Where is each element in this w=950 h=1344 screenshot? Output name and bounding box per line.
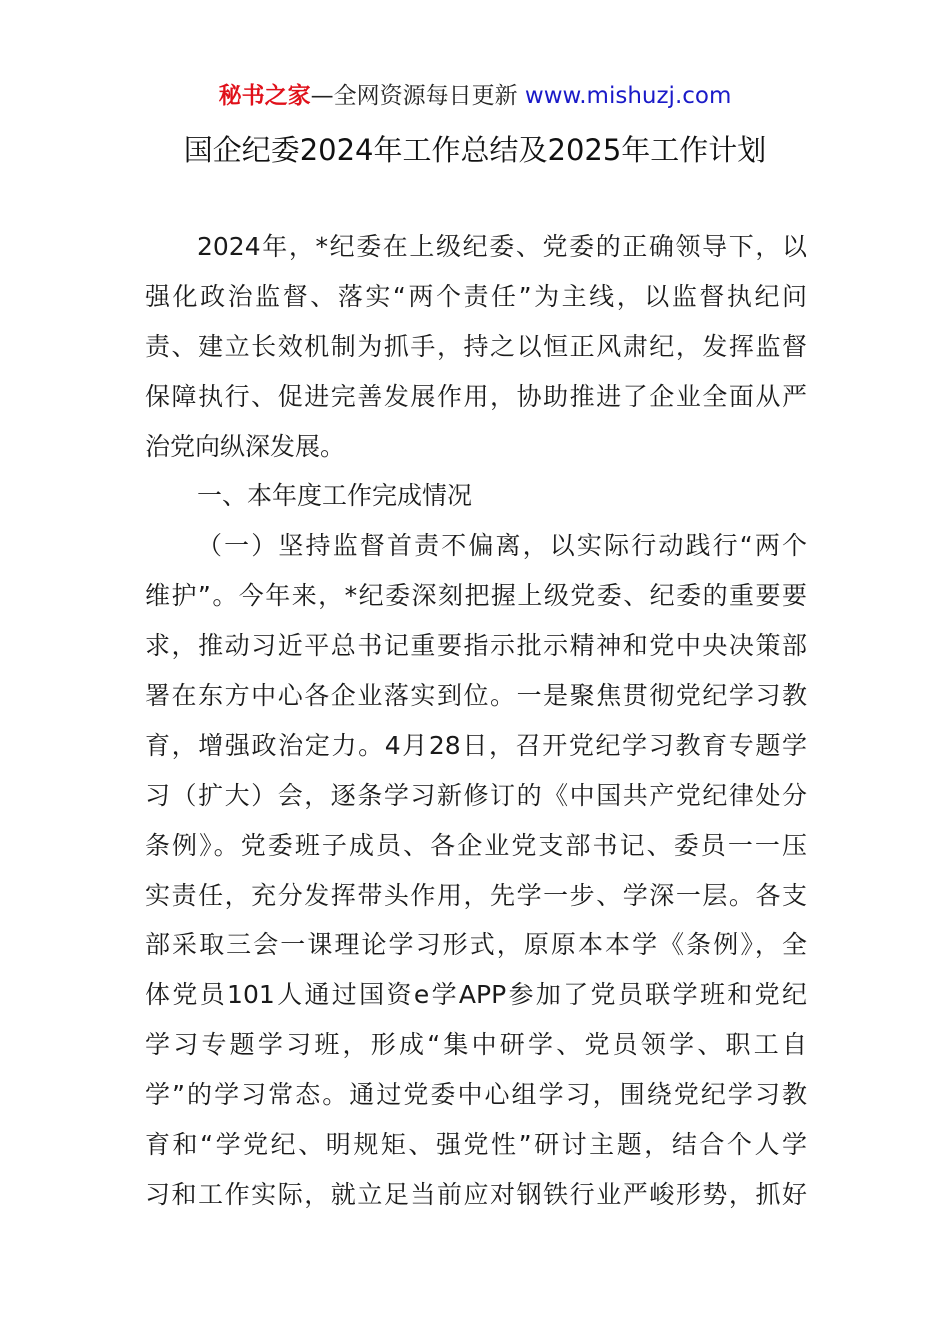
site-brand: 秘书之家 <box>218 83 311 109</box>
text-line: 习和工作实际，就立足当前应对钢铁行业严峻形势，抓好 <box>145 1179 807 1209</box>
text-line: 育和“学党纪、明规矩、强党性”研讨主题，结合个人学 <box>145 1130 807 1160</box>
text-line: 强化政治监督、落实“两个责任”为主线，以监督执纪问 <box>145 281 807 311</box>
text-line: 育，增强政治定力。4月28日，召开党纪学习教育专题学 <box>145 730 807 760</box>
text-line: 署在东方中心各企业落实到位。一是聚焦贯彻党纪学习教 <box>145 681 807 711</box>
text-line: 实责任，充分发挥带头作用，先学一步、学深一层。各支 <box>145 880 807 910</box>
text-line: 体党员101人通过国资e学APP参加了党员联学班和党纪 <box>145 980 807 1010</box>
site-url-link[interactable]: www.mishuzj.com <box>524 83 732 109</box>
text-line: 条例》。党委班子成员、各企业党支部书记、委员一一压 <box>145 830 807 860</box>
document-body <box>145 222 807 1220</box>
site-banner <box>0 80 950 112</box>
text-line: 治党向纵深发展。 <box>145 431 346 461</box>
section-heading: 一、本年度工作完成情况 <box>197 481 473 511</box>
text-line: 习（扩大）会，逐条学习新修订的《中国共产党纪律处分 <box>145 780 807 810</box>
text-line: （一）坚持监督首责不偏离，以实际行动践行“两个 <box>197 531 807 561</box>
text-line: 责、建立长效机制为抓手，持之以恒正风肃纪，发挥监督 <box>145 331 807 361</box>
text-line: 求，推动习近平总书记重要指示批示精神和党中央决策部 <box>145 631 807 661</box>
text-line: 学”的学习常态。通过党委中心组学习，围绕党纪学习教 <box>145 1080 807 1110</box>
text-line: 维护”。今年来，*纪委深刻把握上级党委、纪委的重要要 <box>145 581 807 611</box>
site-tagline: —全网资源每日更新 <box>310 83 518 109</box>
text-line: 2024年，*纪委在上级纪委、党委的正确领导下，以 <box>197 232 807 261</box>
text-line: 保障执行、促进完善发展作用，协助推进了企业全面从严 <box>145 381 807 411</box>
text-line: 部采取三会一课理论学习形式，原原本本学《条例》，全 <box>145 930 807 960</box>
document-title: 国企纪委2024年工作总结及2025年工作计划 <box>183 133 767 167</box>
text-line: 学习专题学习班，形成“集中研学、党员领学、职工自 <box>145 1030 807 1060</box>
